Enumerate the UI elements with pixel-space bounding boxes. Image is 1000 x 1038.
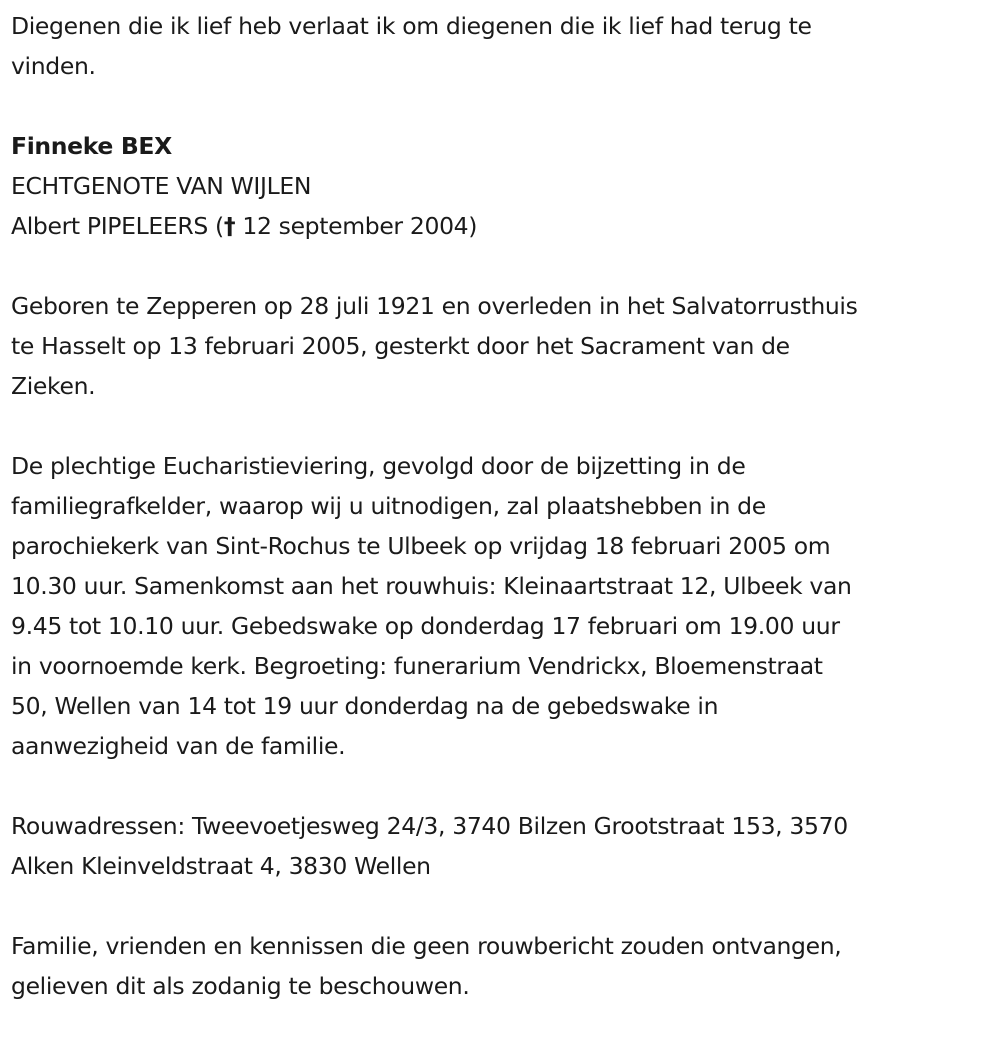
paragraph-spacer <box>11 86 996 126</box>
text-line: Geboren te Zepperen op 28 juli 1921 en overleden in het Salvatorrusthuis <box>11 292 858 320</box>
paragraph-spacer <box>11 246 996 286</box>
text-line: in voornoemde kerk. Begroeting: funerarium Vendrickx, Bloemenstraat <box>11 652 823 680</box>
paragraph-spacer <box>11 886 996 926</box>
birth-death-paragraph <box>11 286 996 406</box>
spouse-death-date: 12 september 2004) <box>235 212 478 240</box>
text-line: Familie, vrienden en kennissen die geen rouwbericht zouden ontvangen, <box>11 932 842 960</box>
text-line: 10.30 uur. Samenkomst aan het rouwhuis: Kleinaartstraat 12, Ulbeek van <box>11 572 852 600</box>
paragraph-spacer <box>11 406 996 446</box>
text-line: 50, Wellen van 14 tot 19 uur donderdag na de gebedswake in <box>11 692 719 720</box>
quote-paragraph <box>11 6 996 86</box>
deceased-block <box>11 126 996 246</box>
spouse-line <box>11 206 996 246</box>
text-line: te Hasselt op 13 februari 2005, gesterkt door het Sacrament van de <box>11 332 790 360</box>
deceased-name: Finneke BEX <box>11 132 172 160</box>
paragraph-spacer <box>11 766 996 806</box>
quote-line: vinden. <box>11 52 96 80</box>
text-line: Alken Kleinveldstraat 4, 3830 Wellen <box>11 852 431 880</box>
addresses-paragraph <box>11 806 996 886</box>
text-line: De plechtige Eucharistieviering, gevolgd door de bijzetting in de <box>11 452 746 480</box>
text-line: parochiekerk van Sint-Rochus te Ulbeek op vrijdag 18 februari 2005 om <box>11 532 831 560</box>
text-line: 9.45 tot 10.10 uur. Gebedswake op donderdag 17 februari om 19.00 uur <box>11 612 840 640</box>
relation-label: ECHTGENOTE VAN WIJLEN <box>11 172 312 200</box>
text-line: Zieken. <box>11 372 96 400</box>
text-line: Rouwadressen: Tweevoetjesweg 24/3, 3740 Bilzen Grootstraat 153, 3570 <box>11 812 848 840</box>
obituary-document <box>11 6 996 1006</box>
text-line: gelieven dit als zodanig te beschouwen. <box>11 972 470 1000</box>
closing-paragraph <box>11 926 996 1006</box>
quote-line: Diegenen die ik lief heb verlaat ik om diegenen die ik lief had terug te <box>11 12 812 40</box>
text-line: aanwezigheid van de familie. <box>11 732 346 760</box>
ceremony-paragraph <box>11 446 996 766</box>
text-line: familiegrafkelder, waarop wij u uitnodigen, zal plaatshebben in de <box>11 492 766 520</box>
spouse-name: Albert PIPELEERS ( <box>11 212 224 240</box>
cross-icon: † <box>223 212 236 240</box>
